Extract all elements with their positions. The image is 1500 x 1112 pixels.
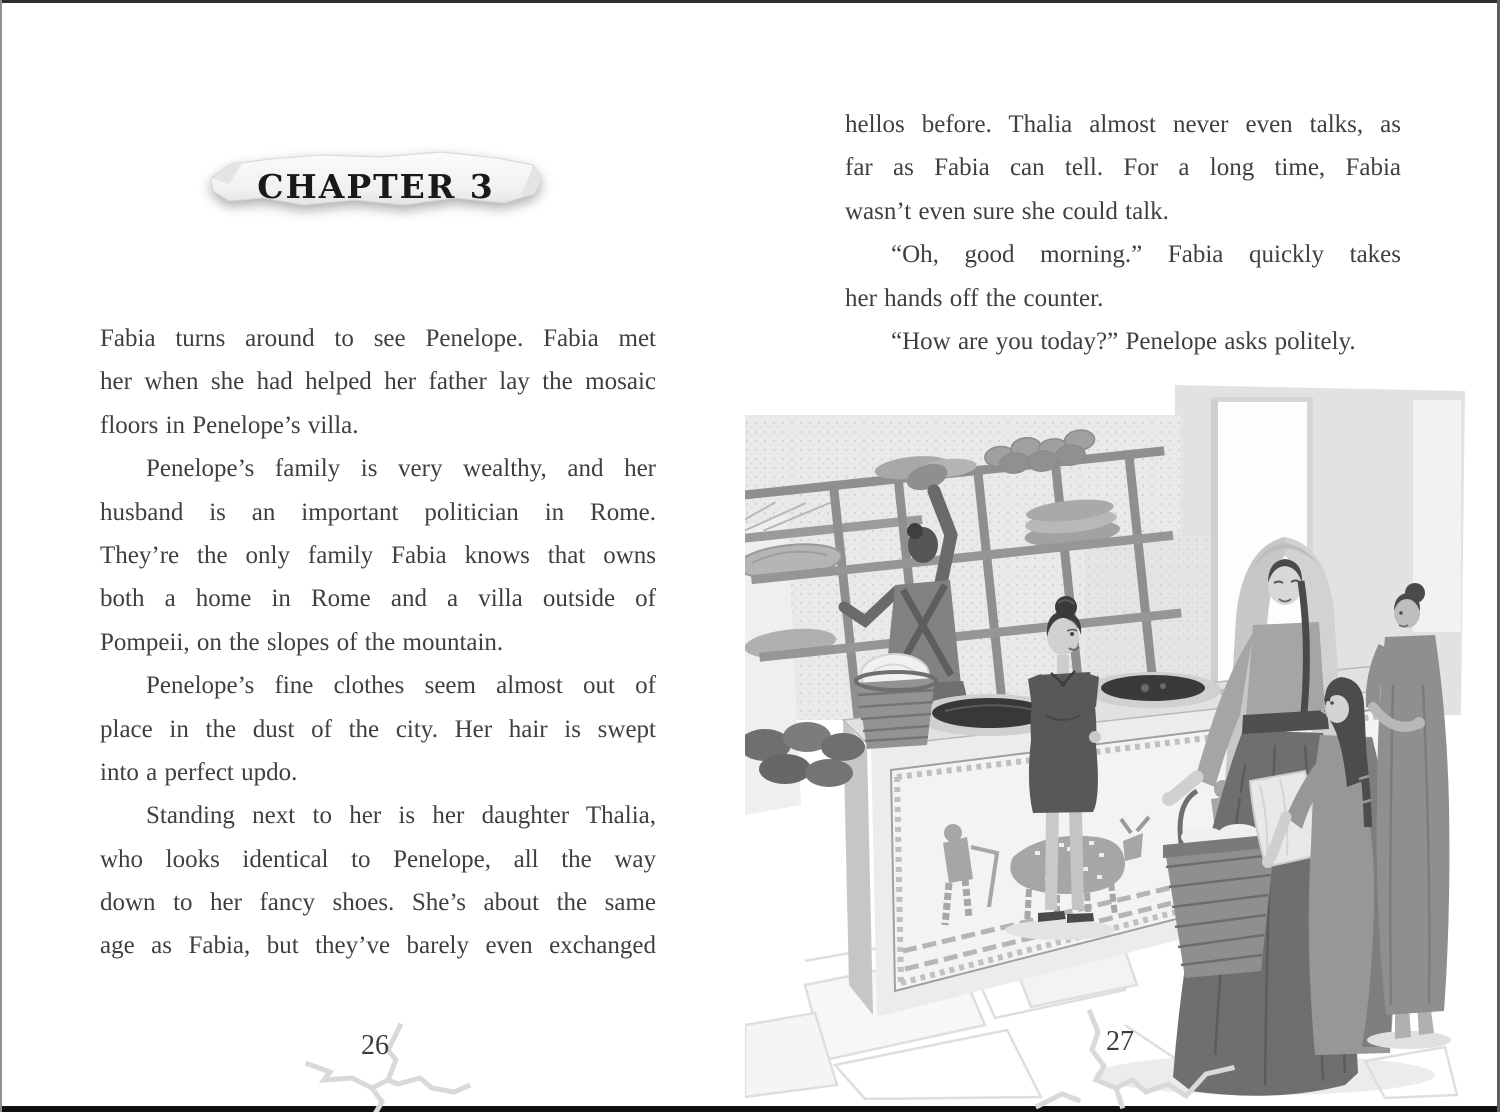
frame-top-edge — [0, 0, 1500, 3]
text-line: wasn’t even sure she could talk. — [845, 197, 1169, 225]
chapter-banner-label: CHAPTER 3 — [257, 167, 495, 206]
text-line: her when she had helped her father lay the mosaic — [100, 368, 656, 396]
oven-pot — [1085, 672, 1221, 708]
text-line: down to her fancy shoes. She’s about the same — [100, 889, 656, 917]
text-line: “How are you today?” Penelope asks politely. — [891, 327, 1356, 355]
text-line: Standing next to her is her daughter Thalia, — [146, 802, 656, 830]
text-line: husband is an important politician in Rome. — [100, 498, 656, 526]
text-line: hellos before. Thalia almost never even talks, as — [845, 111, 1401, 138]
text-line: her hands off the counter. — [845, 284, 1104, 312]
bread-basket — [856, 654, 936, 749]
text-line: Penelope’s family is very wealthy, and her — [146, 455, 656, 483]
text-line: place in the dust of the city. Her hair is swept — [100, 715, 656, 743]
text-line: age as Fabia, but they’ve barely even exchanged — [100, 932, 656, 960]
text-line: far as Fabia can tell. For a long time, Fabia — [845, 154, 1401, 182]
text-line: Penelope’s fine clothes seem almost out of — [146, 672, 656, 700]
chapter-banner — [203, 144, 549, 224]
page-number-left: 26 — [361, 1030, 389, 1061]
text-line: who looks identical to Penelope, all the way — [100, 845, 656, 873]
text-line: into a perfect updo. — [100, 758, 298, 786]
text-line: They’re the only family Fabia knows that owns — [100, 541, 656, 569]
body-text-right — [845, 103, 1401, 363]
frame-bottom-edge — [0, 1106, 1500, 1112]
bakery-illustration — [745, 385, 1465, 1100]
text-line: “Oh, good morning.” Fabia quickly takes — [891, 241, 1401, 269]
text-line: Pompeii, on the slopes of the mountain. — [100, 628, 504, 656]
crack-decoration-left — [290, 1012, 480, 1112]
text-line: floors in Penelope’s villa. — [100, 411, 359, 439]
text-line: Fabia turns around to see Penelope. Fabia met — [100, 325, 656, 352]
frame-left-edge — [0, 0, 2, 1112]
torn-paper-scrap — [203, 144, 549, 224]
body-text-left — [100, 317, 656, 968]
page-number-right: 27 — [1106, 1026, 1134, 1057]
text-line: both a home in Rome and a villa outside of — [100, 585, 656, 613]
